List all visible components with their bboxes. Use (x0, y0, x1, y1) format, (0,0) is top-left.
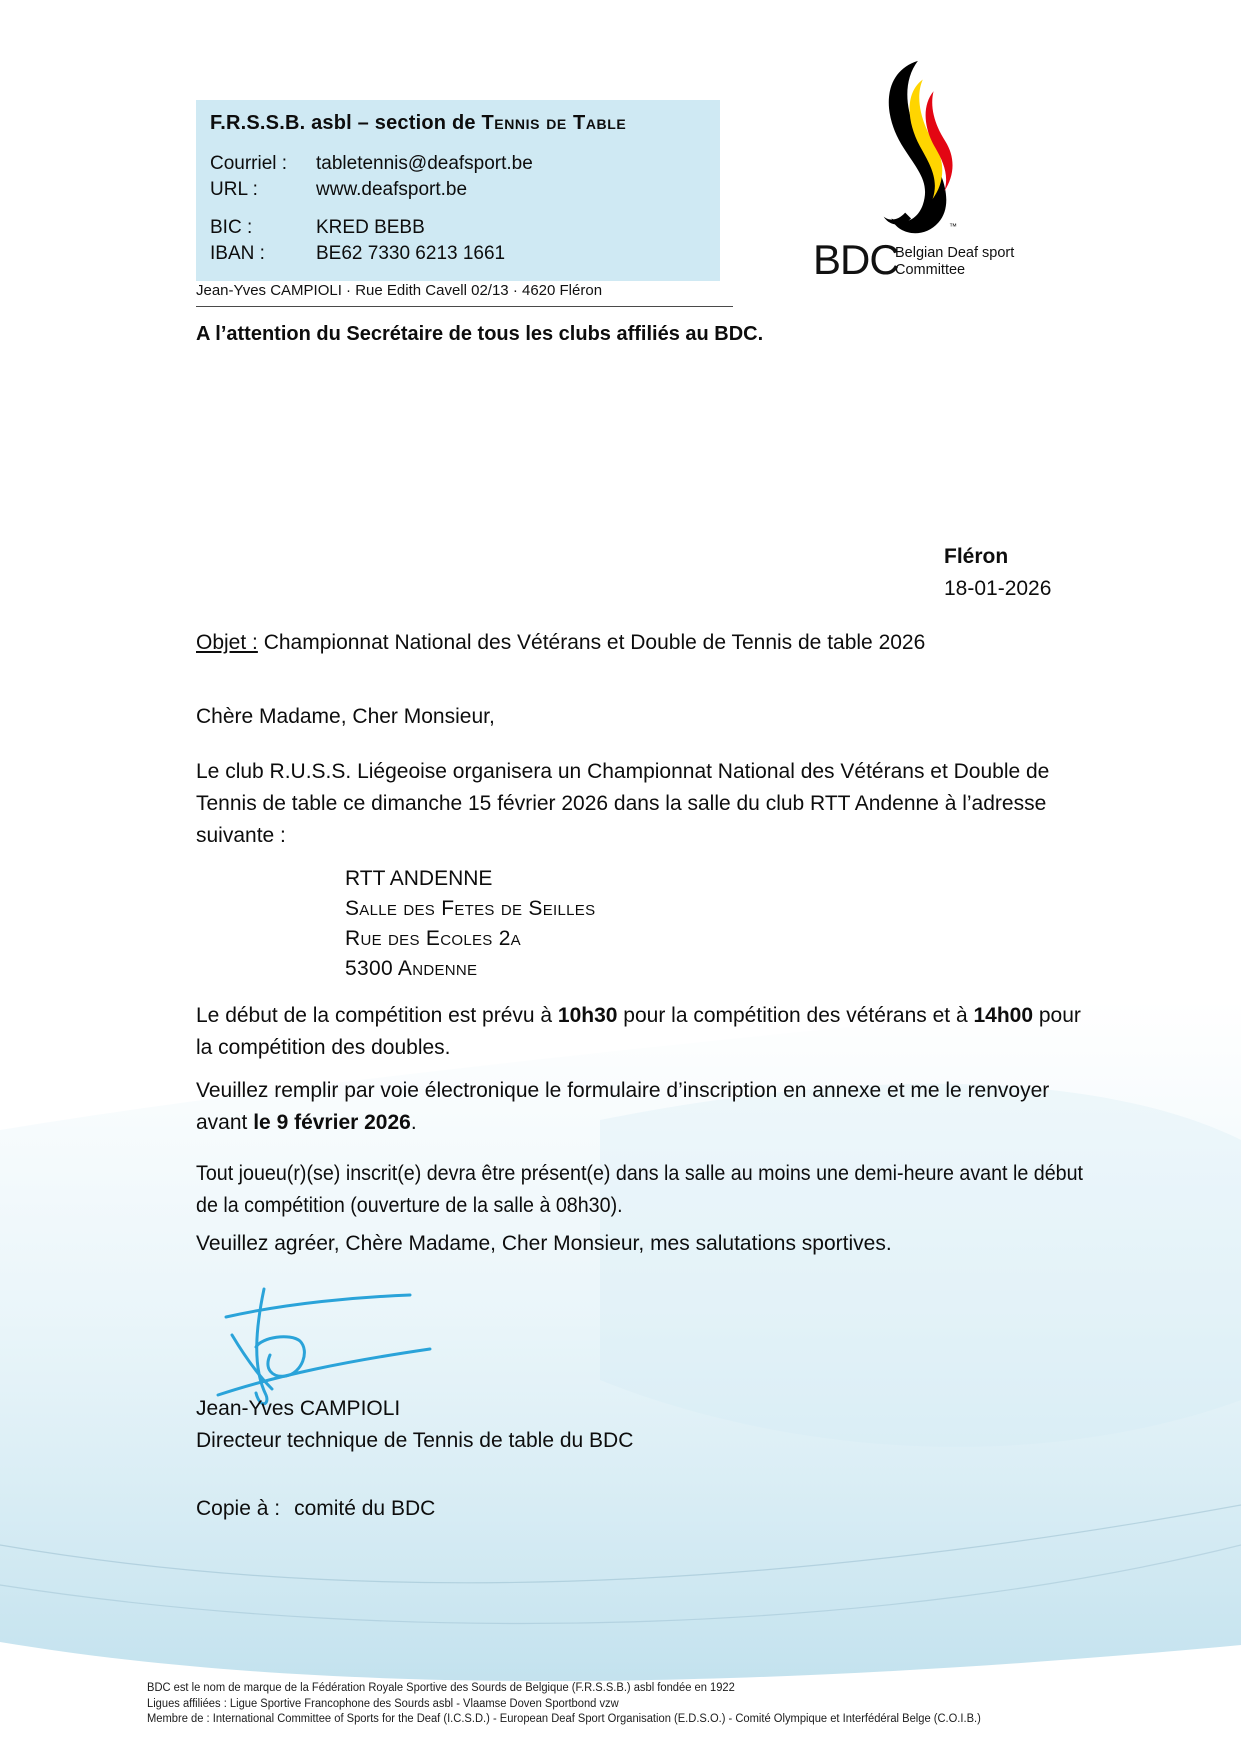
venue-name: RTT ANDENNE (345, 867, 493, 890)
signatory-name: Jean-Yves CAMPIOLI (196, 1397, 401, 1420)
time-veterans: 10h30 (557, 1004, 618, 1027)
org-bic-value: KRED BEBB (316, 217, 425, 238)
bdc-name-line2: Committee (895, 262, 966, 278)
time-doubles: 14h00 (973, 1004, 1034, 1027)
subject-text: Championnat National des Vétérans et Double de Tennis de table 2026 (257, 631, 926, 654)
org-row-label: Courriel : (210, 153, 288, 174)
copy-value: comité du BDC (294, 1497, 436, 1520)
bdc-logo (805, 56, 1055, 291)
paragraph-presence: Tout joueu(r)(se) inscrit(e) devra être présent(e) dans la salle au moins une demi-heure avant le début de la compétition (ouverture de la salle à 08h30). (196, 1162, 1084, 1217)
org-row-url (210, 177, 706, 203)
venue-city: 5300 Andenne (345, 957, 478, 980)
footer-legal (147, 1681, 981, 1728)
paragraph-registration: Veuillez remplir par voie électronique le formulaire d’inscription en annexe et me le renvoyer avant le 9 février 2026. (196, 1079, 1050, 1134)
paragraph-closing: Veuillez agréer, Chère Madame, Cher Monsieur, mes salutations sportives. (196, 1232, 892, 1255)
org-iban-value: BE62 7330 6213 1661 (316, 243, 506, 264)
bdc-name (895, 245, 1014, 279)
org-email-value: tabletennis@deafsport.be (316, 153, 533, 174)
copy-line (196, 1497, 435, 1521)
date-block (944, 541, 1051, 605)
org-row-bic (210, 215, 706, 241)
org-row-courriel (210, 151, 706, 177)
bdc-flame-icon (863, 58, 963, 244)
venue-street: Rue des Ecoles 2a (345, 927, 521, 950)
org-title: F.R.S.S.B. asbl – section de Tennis de Table (210, 112, 627, 134)
handwritten-signature (198, 1283, 442, 1411)
deadline-date: le 9 février 2026 (253, 1111, 411, 1134)
footer-line: Membre de : International Committee of Sports for the Deaf (I.C.S.D.) - European Deaf Sport Organisation (E.D.S.O.) - Comité Olympique et Interfédéral Belge (C.O.I.B.) (147, 1713, 981, 1725)
divider-rule (196, 306, 733, 307)
org-row-label: IBAN : (210, 243, 265, 264)
org-row-label: BIC : (210, 217, 253, 238)
bdc-name-line1: Belgian Deaf sport (895, 245, 1015, 261)
copy-label: Copie à : (196, 1497, 281, 1520)
org-row-iban (210, 241, 706, 267)
org-url-value: www.deafsport.be (316, 179, 468, 200)
org-title-section: Tennis de Table (481, 112, 627, 134)
salutation: Chère Madame, Cher Monsieur, (196, 705, 495, 728)
letter-date: 18-01-2026 (944, 577, 1052, 600)
trademark-symbol: ™ (949, 222, 957, 231)
letter-place: Fléron (944, 545, 1009, 568)
sender-address-line: Jean-Yves CAMPIOLI · Rue Edith Cavell 02/13 · 4620 Fléron (196, 282, 603, 299)
signatory-block (196, 1393, 633, 1457)
venue-hall: Salle des Fetes de Seilles (345, 897, 596, 920)
footer-line: BDC est le nom de marque de la Fédération Royale Sportive des Sourds de Belgique (F.R.S.S.B.) asbl fondée en 1922 (147, 1682, 735, 1694)
signatory-title: Directeur technique de Tennis de table du BDC (196, 1429, 634, 1452)
subject-label: Objet : (196, 631, 258, 654)
bdc-acronym: BDC (813, 236, 899, 283)
attention-line: A l’attention du Secrétaire de tous les clubs affiliés au BDC. (196, 323, 764, 345)
org-row-label: URL : (210, 179, 258, 200)
paragraph-schedule: Le début de la compétition est prévu à 10h30 pour la compétition des vétérans et à 14h00 pour la compétition des doubles. (196, 1004, 1081, 1059)
org-info-block (196, 100, 720, 281)
subject-line (196, 631, 925, 655)
paragraph-intro: Le club R.U.S.S. Liégeoise organisera un Championnat National des Vétérans et Double de Tennis de table ce dimanche 15 février 2026 dans la salle du club RTT Andenne à l’adresse suivante : (196, 760, 1050, 847)
footer-line: Ligues affiliées : Ligue Sportive Francophone des Sourds asbl - Vlaamse Doven Sportbond vzw (147, 1697, 619, 1710)
venue-address-block (345, 864, 595, 984)
